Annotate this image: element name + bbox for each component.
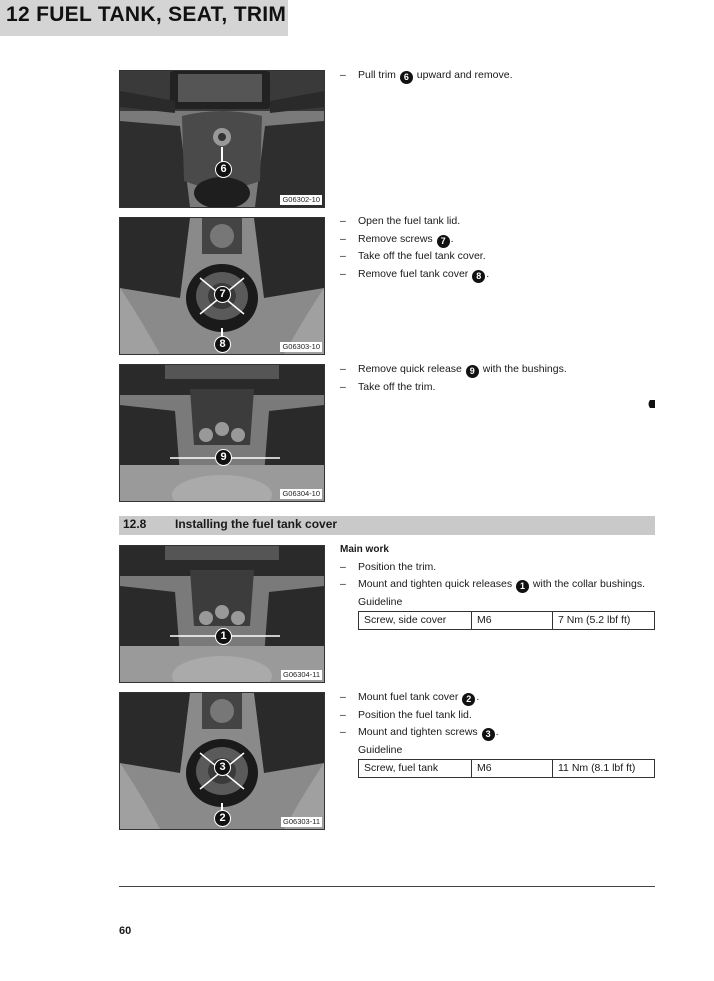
figure-mount-quick-release <box>119 545 325 683</box>
spec-item: Screw, fuel tank <box>359 760 472 778</box>
figure-mount-fuel-tank-cover <box>119 692 325 830</box>
dash: – <box>340 69 346 81</box>
dash: – <box>340 578 346 590</box>
spec-torque: 11 Nm (8.1 lbf ft) <box>553 760 655 778</box>
end-of-procedure-icon <box>647 400 655 408</box>
dash: – <box>340 691 346 703</box>
page-number: 60 <box>119 925 132 937</box>
dash: – <box>340 380 346 393</box>
callout-number: 8 <box>472 270 485 283</box>
callout-number: 1 <box>516 580 529 593</box>
steps-block-4 <box>340 541 658 630</box>
torque-spec-table <box>358 611 655 630</box>
chapter-title: 12 FUEL TANK, SEAT, TRIM <box>6 3 287 26</box>
spec-item: Screw, side cover <box>359 612 472 630</box>
step-remove-screws: – Remove screws 7 . <box>340 231 658 249</box>
guideline-label: Guideline <box>358 595 403 608</box>
step-mount-screws: – Mount and tighten screws 3 . <box>340 724 658 742</box>
section-header <box>119 516 655 535</box>
step-open-lid: – Open the fuel tank lid. <box>340 213 658 231</box>
footer-divider <box>119 886 655 887</box>
spec-torque: 7 Nm (5.2 lbf ft) <box>553 612 655 630</box>
callout-number: 3 <box>482 728 495 741</box>
callout-2: 2 <box>214 810 231 827</box>
steps-block-5 <box>340 689 658 778</box>
figure-fuel-tank-cover <box>119 217 325 355</box>
step-position-lid: – Position the fuel tank lid. <box>340 707 658 725</box>
chapter-header <box>0 0 288 36</box>
spec-thread: M6 <box>472 612 553 630</box>
figure-trim-removal <box>119 70 325 208</box>
step-mount-quick-releases: – Mount and tighten quick releases 1 with the collar bushings. <box>340 576 658 594</box>
step-position-trim: – Position the trim. <box>340 559 658 577</box>
photo-quick-release <box>120 365 324 501</box>
dash: – <box>340 560 346 573</box>
figure-code: G06304-10 <box>282 489 320 498</box>
callout-3: 3 <box>214 759 231 776</box>
callout-number: 6 <box>400 71 413 84</box>
dash: – <box>340 267 346 280</box>
photo-handlebar-trim <box>120 71 324 207</box>
table-row <box>359 760 655 778</box>
callout-8: 8 <box>214 336 231 353</box>
dash: – <box>340 708 346 721</box>
main-work-heading: Main work <box>340 544 389 555</box>
callout-1: 1 <box>215 628 232 645</box>
dash: – <box>340 250 346 262</box>
dash: – <box>340 232 346 245</box>
step-pull-trim: – Pull trim 6 upward and remove. <box>340 67 658 85</box>
callout-number: 7 <box>437 235 450 248</box>
figure-code: G06302-10 <box>282 195 320 204</box>
steps-block-2 <box>340 213 658 283</box>
callout-number: 2 <box>462 693 475 706</box>
dash: – <box>340 363 346 375</box>
figure-quick-release <box>119 364 325 502</box>
step-mount-fuel-tank-cover: – Mount fuel tank cover 2 . <box>340 689 658 707</box>
figure-code: G06304-11 <box>283 670 320 679</box>
figure-code: G06303-11 <box>283 817 320 826</box>
callout-6: 6 <box>215 161 232 178</box>
step-remove-quick-release: – Remove quick release 9 with the bushings. <box>340 361 658 379</box>
section-title: Installing the fuel tank cover <box>175 517 338 531</box>
callout-9: 9 <box>215 449 232 466</box>
callout-number: 9 <box>466 365 479 378</box>
step-take-off-cover: – Take off the fuel tank cover. <box>340 248 658 266</box>
steps-block-3 <box>340 361 658 396</box>
dash: – <box>340 726 346 738</box>
dash: – <box>340 215 346 227</box>
steps-block-1 <box>340 67 658 85</box>
figure-code: G06303-10 <box>282 342 320 351</box>
step-remove-cover: – Remove fuel tank cover 8 . <box>340 266 658 284</box>
step-take-off-trim: – Take off the trim. <box>340 379 658 397</box>
table-row <box>359 612 655 630</box>
spec-thread: M6 <box>472 760 553 778</box>
section-number: 12.8 <box>123 517 147 531</box>
photo-mount-quick-release <box>120 546 324 682</box>
callout-7: 7 <box>214 286 231 303</box>
guideline-label: Guideline <box>358 743 403 756</box>
torque-spec-table <box>358 759 655 778</box>
